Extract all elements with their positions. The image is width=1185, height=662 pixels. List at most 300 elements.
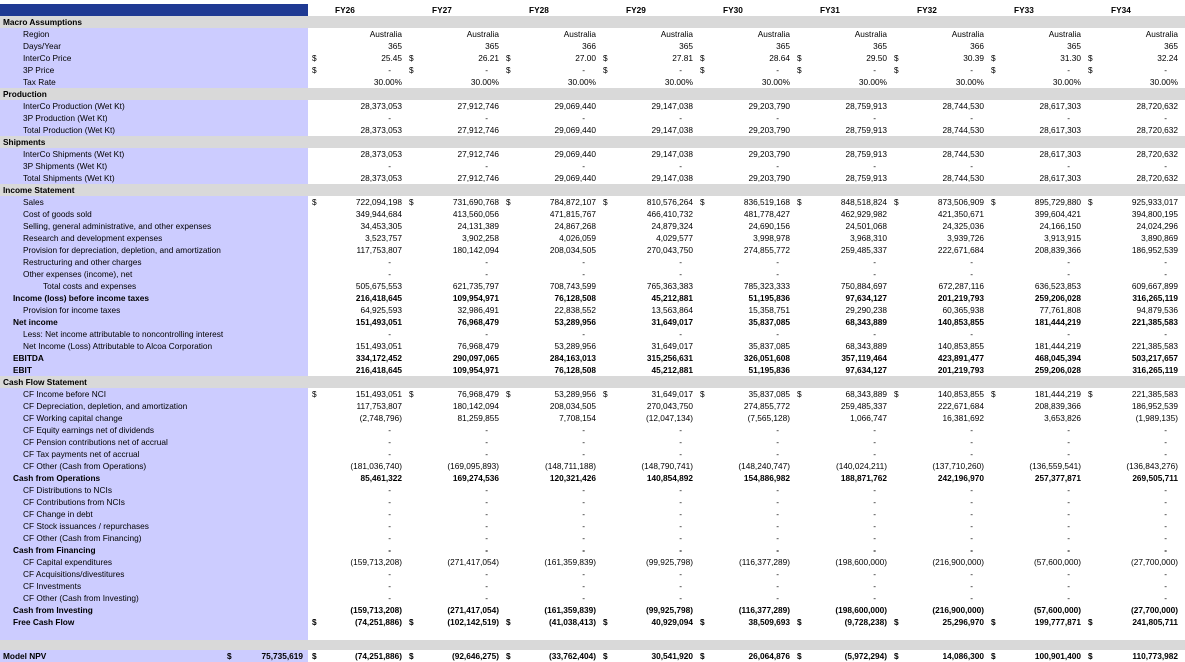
data-cell[interactable] <box>794 64 890 76</box>
data-cell[interactable] <box>406 244 502 256</box>
data-cell[interactable] <box>309 568 405 580</box>
row-label-cell[interactable] <box>0 280 308 292</box>
data-cell[interactable] <box>309 472 405 484</box>
data-cell[interactable] <box>503 76 599 88</box>
data-cell[interactable] <box>406 592 502 604</box>
data-cell[interactable] <box>503 484 599 496</box>
data-cell[interactable] <box>503 340 599 352</box>
data-cell[interactable] <box>1085 388 1181 400</box>
data-cell[interactable] <box>1085 568 1181 580</box>
data-cell[interactable] <box>794 292 890 304</box>
row-label-cell[interactable] <box>0 4 308 16</box>
data-cell[interactable] <box>406 460 502 472</box>
row-label-cell[interactable] <box>0 208 308 220</box>
data-cell[interactable] <box>697 472 793 484</box>
data-cell[interactable] <box>988 388 1084 400</box>
data-cell[interactable] <box>406 472 502 484</box>
data-cell[interactable] <box>794 232 890 244</box>
data-cell[interactable] <box>503 316 599 328</box>
data-cell[interactable] <box>406 424 502 436</box>
data-cell[interactable] <box>1085 292 1181 304</box>
data-cell[interactable] <box>503 580 599 592</box>
row-label-cell[interactable] <box>0 124 308 136</box>
data-cell[interactable] <box>406 400 502 412</box>
data-cell[interactable] <box>309 304 405 316</box>
data-cell[interactable] <box>406 196 502 208</box>
data-cell[interactable] <box>988 28 1084 40</box>
data-cell[interactable] <box>600 76 696 88</box>
data-cell[interactable] <box>600 568 696 580</box>
data-cell[interactable] <box>794 244 890 256</box>
data-cell[interactable] <box>406 220 502 232</box>
data-cell[interactable] <box>697 256 793 268</box>
data-cell[interactable] <box>600 268 696 280</box>
data-cell[interactable] <box>891 400 987 412</box>
data-cell[interactable] <box>503 280 599 292</box>
data-cell[interactable] <box>600 124 696 136</box>
data-cell[interactable] <box>697 196 793 208</box>
data-cell[interactable] <box>309 496 405 508</box>
data-cell[interactable] <box>503 520 599 532</box>
data-cell[interactable] <box>503 412 599 424</box>
data-cell[interactable] <box>794 448 890 460</box>
data-cell[interactable] <box>1085 496 1181 508</box>
data-cell[interactable] <box>406 604 502 616</box>
data-cell[interactable] <box>406 208 502 220</box>
data-cell[interactable] <box>988 232 1084 244</box>
data-cell[interactable] <box>309 352 405 364</box>
data-cell[interactable] <box>697 580 793 592</box>
data-cell[interactable] <box>891 280 987 292</box>
data-cell[interactable] <box>309 592 405 604</box>
data-cell[interactable] <box>503 388 599 400</box>
year-header-cell[interactable] <box>988 4 1084 16</box>
data-cell[interactable] <box>988 196 1084 208</box>
data-cell[interactable] <box>697 412 793 424</box>
data-cell[interactable] <box>406 160 502 172</box>
data-cell[interactable] <box>406 364 502 376</box>
data-cell[interactable] <box>891 580 987 592</box>
data-cell[interactable] <box>1085 424 1181 436</box>
data-cell[interactable] <box>891 616 987 628</box>
row-label-cell[interactable] <box>0 328 308 340</box>
data-cell[interactable] <box>309 340 405 352</box>
data-cell[interactable] <box>406 148 502 160</box>
data-cell[interactable] <box>309 28 405 40</box>
data-cell[interactable] <box>503 244 599 256</box>
data-cell[interactable] <box>406 352 502 364</box>
data-cell[interactable] <box>988 40 1084 52</box>
data-cell[interactable] <box>891 388 987 400</box>
data-cell[interactable] <box>1085 208 1181 220</box>
data-cell[interactable] <box>309 484 405 496</box>
row-label-cell[interactable] <box>0 364 308 376</box>
data-cell[interactable] <box>600 592 696 604</box>
data-cell[interactable] <box>1085 268 1181 280</box>
data-cell[interactable] <box>1085 520 1181 532</box>
row-label-cell[interactable] <box>0 460 308 472</box>
data-cell[interactable] <box>503 292 599 304</box>
data-cell[interactable] <box>406 484 502 496</box>
data-cell[interactable] <box>309 508 405 520</box>
data-cell[interactable] <box>697 520 793 532</box>
row-label-cell[interactable] <box>0 400 308 412</box>
data-cell[interactable] <box>891 220 987 232</box>
data-cell[interactable] <box>1085 472 1181 484</box>
row-label-cell[interactable] <box>0 508 308 520</box>
data-cell[interactable] <box>503 568 599 580</box>
data-cell[interactable] <box>891 484 987 496</box>
data-cell[interactable] <box>1085 220 1181 232</box>
data-cell[interactable] <box>600 328 696 340</box>
data-cell[interactable] <box>309 172 405 184</box>
data-cell[interactable] <box>697 28 793 40</box>
row-label-cell[interactable] <box>0 436 308 448</box>
data-cell[interactable] <box>794 496 890 508</box>
year-header-cell[interactable] <box>697 4 793 16</box>
data-cell[interactable] <box>406 232 502 244</box>
data-cell[interactable] <box>891 208 987 220</box>
row-label-cell[interactable] <box>0 520 308 532</box>
data-cell[interactable] <box>988 280 1084 292</box>
row-label-cell[interactable] <box>0 616 308 628</box>
data-cell[interactable] <box>794 580 890 592</box>
data-cell[interactable] <box>503 328 599 340</box>
data-cell[interactable] <box>794 592 890 604</box>
data-cell[interactable] <box>697 208 793 220</box>
row-label-cell[interactable] <box>0 88 308 100</box>
data-cell[interactable] <box>697 484 793 496</box>
data-cell[interactable] <box>600 52 696 64</box>
data-cell[interactable] <box>697 544 793 556</box>
data-cell[interactable] <box>988 484 1084 496</box>
data-cell[interactable] <box>600 580 696 592</box>
data-cell[interactable] <box>794 364 890 376</box>
data-cell[interactable] <box>309 40 405 52</box>
data-cell[interactable] <box>600 292 696 304</box>
data-cell[interactable] <box>794 616 890 628</box>
data-cell[interactable] <box>406 112 502 124</box>
data-cell[interactable] <box>503 532 599 544</box>
data-cell[interactable] <box>309 64 405 76</box>
row-label-cell[interactable] <box>0 28 308 40</box>
data-cell[interactable] <box>600 352 696 364</box>
data-cell[interactable] <box>891 412 987 424</box>
row-label-cell[interactable] <box>0 304 308 316</box>
data-cell[interactable] <box>406 268 502 280</box>
data-cell[interactable] <box>891 64 987 76</box>
data-cell[interactable] <box>1085 280 1181 292</box>
data-cell[interactable] <box>406 616 502 628</box>
data-cell[interactable] <box>988 580 1084 592</box>
data-cell[interactable] <box>503 460 599 472</box>
data-cell[interactable] <box>600 280 696 292</box>
data-cell[interactable] <box>406 556 502 568</box>
data-cell[interactable] <box>406 316 502 328</box>
row-label-cell[interactable] <box>0 172 308 184</box>
data-cell[interactable] <box>309 196 405 208</box>
data-cell[interactable] <box>406 436 502 448</box>
data-cell[interactable] <box>406 28 502 40</box>
row-label-cell[interactable] <box>0 160 308 172</box>
data-cell[interactable] <box>406 292 502 304</box>
data-cell[interactable] <box>988 520 1084 532</box>
data-cell[interactable] <box>309 388 405 400</box>
data-cell[interactable] <box>794 472 890 484</box>
data-cell[interactable] <box>988 64 1084 76</box>
data-cell[interactable] <box>1085 436 1181 448</box>
data-cell[interactable] <box>697 64 793 76</box>
data-cell[interactable] <box>891 364 987 376</box>
data-cell[interactable] <box>1085 100 1181 112</box>
data-cell[interactable] <box>309 256 405 268</box>
data-cell[interactable] <box>988 52 1084 64</box>
data-cell[interactable] <box>988 208 1084 220</box>
data-cell[interactable] <box>1085 112 1181 124</box>
data-cell[interactable] <box>600 172 696 184</box>
data-cell[interactable] <box>503 496 599 508</box>
row-label-cell[interactable] <box>0 292 308 304</box>
data-cell[interactable] <box>1085 508 1181 520</box>
data-cell[interactable] <box>988 436 1084 448</box>
data-cell[interactable] <box>794 28 890 40</box>
data-cell[interactable] <box>891 460 987 472</box>
data-cell[interactable] <box>309 556 405 568</box>
data-cell[interactable] <box>697 268 793 280</box>
data-cell[interactable] <box>309 436 405 448</box>
data-cell[interactable] <box>988 256 1084 268</box>
data-cell[interactable] <box>600 496 696 508</box>
data-cell[interactable] <box>988 148 1084 160</box>
data-cell[interactable] <box>697 100 793 112</box>
data-cell[interactable] <box>503 400 599 412</box>
data-cell[interactable] <box>988 316 1084 328</box>
data-cell[interactable] <box>503 124 599 136</box>
data-cell[interactable] <box>794 196 890 208</box>
data-cell[interactable] <box>794 520 890 532</box>
data-cell[interactable] <box>1085 340 1181 352</box>
row-label-cell[interactable] <box>0 484 308 496</box>
data-cell[interactable] <box>309 412 405 424</box>
data-cell[interactable] <box>794 100 890 112</box>
data-cell[interactable] <box>697 650 793 662</box>
data-cell[interactable] <box>988 544 1084 556</box>
data-cell[interactable] <box>891 160 987 172</box>
data-cell[interactable] <box>406 304 502 316</box>
data-cell[interactable] <box>1085 412 1181 424</box>
data-cell[interactable] <box>309 400 405 412</box>
data-cell[interactable] <box>794 604 890 616</box>
data-cell[interactable] <box>891 148 987 160</box>
data-cell[interactable] <box>1085 316 1181 328</box>
data-cell[interactable] <box>406 448 502 460</box>
data-cell[interactable] <box>503 256 599 268</box>
data-cell[interactable] <box>697 112 793 124</box>
data-cell[interactable] <box>600 388 696 400</box>
data-cell[interactable] <box>1085 650 1181 662</box>
data-cell[interactable] <box>406 532 502 544</box>
data-cell[interactable] <box>891 112 987 124</box>
data-cell[interactable] <box>988 460 1084 472</box>
data-cell[interactable] <box>891 40 987 52</box>
year-header-cell[interactable] <box>794 4 890 16</box>
data-cell[interactable] <box>891 568 987 580</box>
data-cell[interactable] <box>794 556 890 568</box>
data-cell[interactable] <box>503 196 599 208</box>
data-cell[interactable] <box>988 292 1084 304</box>
data-cell[interactable] <box>891 352 987 364</box>
data-cell[interactable] <box>891 268 987 280</box>
data-cell[interactable] <box>600 244 696 256</box>
data-cell[interactable] <box>988 304 1084 316</box>
data-cell[interactable] <box>794 172 890 184</box>
data-cell[interactable] <box>697 304 793 316</box>
data-cell[interactable] <box>794 280 890 292</box>
data-cell[interactable] <box>988 400 1084 412</box>
row-label-cell[interactable] <box>0 448 308 460</box>
data-cell[interactable] <box>891 508 987 520</box>
data-cell[interactable] <box>309 280 405 292</box>
data-cell[interactable] <box>891 28 987 40</box>
data-cell[interactable] <box>600 460 696 472</box>
data-cell[interactable] <box>988 650 1084 662</box>
data-cell[interactable] <box>697 556 793 568</box>
row-label-cell[interactable] <box>0 136 308 148</box>
row-label-cell[interactable] <box>0 340 308 352</box>
data-cell[interactable] <box>1085 616 1181 628</box>
data-cell[interactable] <box>891 556 987 568</box>
data-cell[interactable] <box>1085 352 1181 364</box>
data-cell[interactable] <box>503 424 599 436</box>
row-label-cell[interactable] <box>0 76 308 88</box>
data-cell[interactable] <box>794 208 890 220</box>
data-cell[interactable] <box>988 472 1084 484</box>
data-cell[interactable] <box>1085 460 1181 472</box>
data-cell[interactable] <box>406 64 502 76</box>
data-cell[interactable] <box>988 328 1084 340</box>
data-cell[interactable] <box>309 650 405 662</box>
data-cell[interactable] <box>503 100 599 112</box>
data-cell[interactable] <box>600 304 696 316</box>
data-cell[interactable] <box>503 304 599 316</box>
data-cell[interactable] <box>600 40 696 52</box>
data-cell[interactable] <box>988 340 1084 352</box>
data-cell[interactable] <box>600 520 696 532</box>
data-cell[interactable] <box>309 220 405 232</box>
data-cell[interactable] <box>794 124 890 136</box>
data-cell[interactable] <box>503 364 599 376</box>
data-cell[interactable] <box>891 232 987 244</box>
data-cell[interactable] <box>600 412 696 424</box>
data-cell[interactable] <box>1085 196 1181 208</box>
data-cell[interactable] <box>794 424 890 436</box>
row-label-cell[interactable] <box>0 316 308 328</box>
data-cell[interactable] <box>988 556 1084 568</box>
data-cell[interactable] <box>600 544 696 556</box>
data-cell[interactable] <box>697 436 793 448</box>
data-cell[interactable] <box>600 508 696 520</box>
data-cell[interactable] <box>600 650 696 662</box>
data-cell[interactable] <box>891 544 987 556</box>
data-cell[interactable] <box>794 508 890 520</box>
data-cell[interactable] <box>794 160 890 172</box>
row-label-cell[interactable] <box>0 100 308 112</box>
data-cell[interactable] <box>891 650 987 662</box>
data-cell[interactable] <box>891 52 987 64</box>
data-cell[interactable] <box>794 436 890 448</box>
data-cell[interactable] <box>503 508 599 520</box>
data-cell[interactable] <box>794 268 890 280</box>
data-cell[interactable] <box>503 148 599 160</box>
row-label-cell[interactable] <box>0 352 308 364</box>
data-cell[interactable] <box>600 556 696 568</box>
data-cell[interactable] <box>988 496 1084 508</box>
data-cell[interactable] <box>794 316 890 328</box>
data-cell[interactable] <box>697 220 793 232</box>
row-label-cell[interactable] <box>0 556 308 568</box>
data-cell[interactable] <box>406 388 502 400</box>
data-cell[interactable] <box>988 412 1084 424</box>
data-cell[interactable] <box>600 340 696 352</box>
row-label-cell[interactable] <box>0 496 308 508</box>
data-cell[interactable] <box>600 208 696 220</box>
data-cell[interactable] <box>988 160 1084 172</box>
data-cell[interactable] <box>697 328 793 340</box>
data-cell[interactable] <box>406 280 502 292</box>
data-cell[interactable] <box>1085 172 1181 184</box>
data-cell[interactable] <box>891 244 987 256</box>
data-cell[interactable] <box>891 436 987 448</box>
data-cell[interactable] <box>891 328 987 340</box>
data-cell[interactable] <box>697 352 793 364</box>
year-header-cell[interactable] <box>600 4 696 16</box>
row-label-cell[interactable] <box>0 148 308 160</box>
data-cell[interactable] <box>1085 604 1181 616</box>
data-cell[interactable] <box>988 424 1084 436</box>
data-cell[interactable] <box>794 388 890 400</box>
data-cell[interactable] <box>309 112 405 124</box>
data-cell[interactable] <box>406 76 502 88</box>
data-cell[interactable] <box>988 220 1084 232</box>
data-cell[interactable] <box>309 292 405 304</box>
data-cell[interactable] <box>503 172 599 184</box>
data-cell[interactable] <box>988 268 1084 280</box>
data-cell[interactable] <box>697 568 793 580</box>
data-cell[interactable] <box>1085 244 1181 256</box>
data-cell[interactable] <box>794 484 890 496</box>
data-cell[interactable] <box>988 112 1084 124</box>
data-cell[interactable] <box>309 268 405 280</box>
data-cell[interactable] <box>406 328 502 340</box>
data-cell[interactable] <box>600 424 696 436</box>
data-cell[interactable] <box>988 568 1084 580</box>
data-cell[interactable] <box>309 448 405 460</box>
year-header-cell[interactable] <box>406 4 502 16</box>
data-cell[interactable] <box>406 568 502 580</box>
row-label-cell[interactable] <box>0 412 308 424</box>
data-cell[interactable] <box>600 112 696 124</box>
data-cell[interactable] <box>503 352 599 364</box>
data-cell[interactable] <box>406 52 502 64</box>
data-cell[interactable] <box>600 160 696 172</box>
data-cell[interactable] <box>309 316 405 328</box>
data-cell[interactable] <box>1085 124 1181 136</box>
data-cell[interactable] <box>600 472 696 484</box>
data-cell[interactable] <box>406 650 502 662</box>
data-cell[interactable] <box>406 580 502 592</box>
data-cell[interactable] <box>309 328 405 340</box>
row-label-cell[interactable] <box>0 628 308 640</box>
